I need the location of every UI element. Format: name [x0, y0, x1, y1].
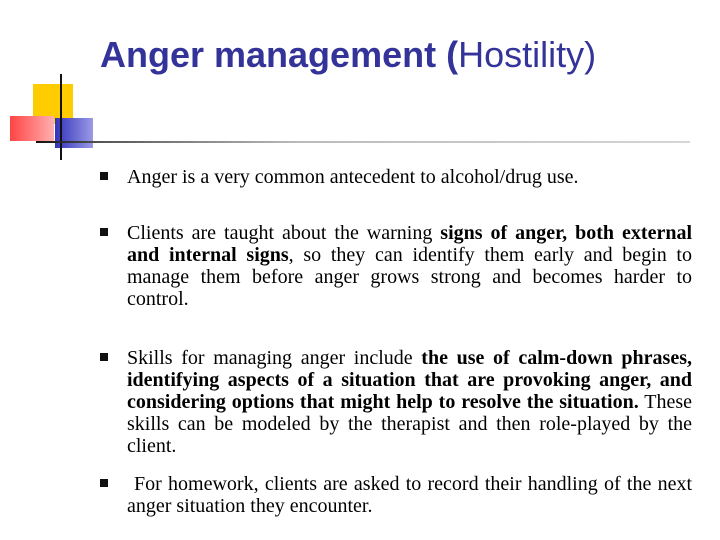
decor-vertical-line [60, 74, 62, 160]
bullet-text-segment: Clients are taught about the warning [127, 222, 441, 244]
bullet-text [127, 222, 692, 310]
bullet-item [100, 166, 692, 188]
square-bullet-icon [100, 228, 108, 236]
title-underline [36, 141, 690, 143]
bullet-text-segment: These skills can be modeled by the therapist and then role-played by the client. [127, 391, 692, 457]
bullet-item [100, 347, 692, 457]
bullet-text-segment: , so they can identify them early and begin to manage them before anger grows strong and becomes harder to control. [127, 244, 692, 310]
decor-red-bar [10, 116, 54, 141]
bullet-text-emphasis: the use of calm-down phrases, identifying aspects of a situation that are provoking anger, and considering options that might help to resolve the situation. [127, 347, 693, 413]
bullet-text-segment: Anger is a very common antecedent to alcohol/drug use. [127, 166, 579, 188]
square-bullet-icon [100, 172, 108, 180]
slide-title [100, 34, 596, 75]
bullet-item [100, 222, 692, 310]
bullet-text [127, 166, 692, 188]
bullet-text [127, 347, 692, 457]
bullet-item [100, 473, 692, 517]
slide-title-normal: Hostility) [458, 34, 597, 75]
slide-title-bold: Anger management ( [100, 34, 459, 75]
square-bullet-icon [100, 353, 108, 361]
bullet-text [127, 473, 692, 517]
bullet-text-segment: Skills for managing anger include [127, 347, 422, 369]
bullet-text-emphasis: signs of anger, both external and internal signs [127, 222, 692, 266]
bullet-text-segment: For homework, clients are asked to record their handling of the next anger situation they encounter. [127, 473, 692, 517]
square-bullet-icon [100, 479, 108, 487]
